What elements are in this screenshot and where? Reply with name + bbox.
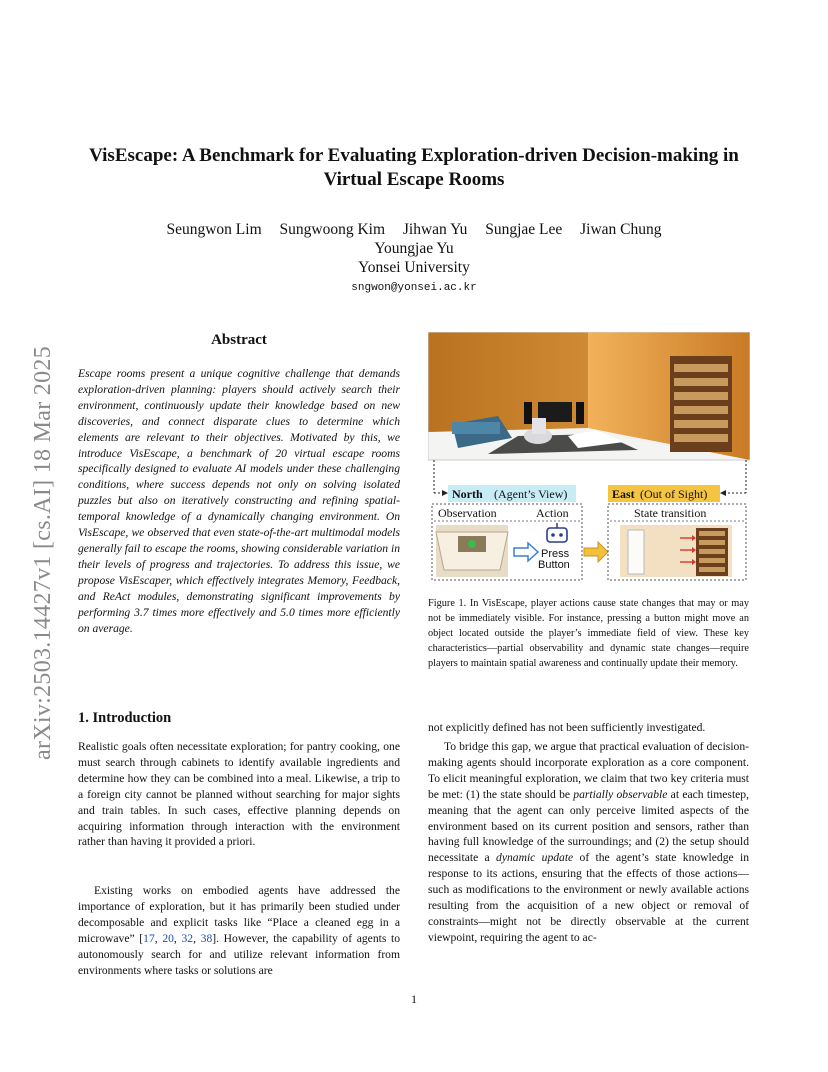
observation-image xyxy=(436,525,508,577)
paragraph-text: To bridge this gap, we argue that practical evaluation of decision-making agents should incorporate exploration as a core component. To elicit meaningful exploration, we claim that two key criteria must be met: (1) the state should be xyxy=(428,740,749,801)
action-text-press: Press xyxy=(541,548,570,560)
right-paragraph-2 xyxy=(428,739,749,946)
email[interactable]: sngwon@yonsei.ac.kr xyxy=(351,282,477,294)
arxiv-stamp xyxy=(30,290,56,760)
paragraph-text: Existing works on embodied agents have addressed the importance of exploration, but it has primarily been studied under decomposable and explicit tasks like “Place a cleaned egg in a microwave” [ xyxy=(78,884,400,945)
figure-illustration xyxy=(428,332,750,584)
robot-icon xyxy=(547,523,567,542)
arrow-icon xyxy=(514,543,538,561)
observation-label: Observation xyxy=(438,506,497,520)
paragraph-text: ]. However, the capability of agents to autonomously search for and utilize relevant information from environments where tasks or solutions are xyxy=(78,931,401,977)
action-text-button: Button xyxy=(538,559,570,571)
east-suffix: (Out of Sight) xyxy=(640,487,708,501)
page-number: 1 xyxy=(411,992,417,1006)
east-label: East xyxy=(612,487,635,501)
citation-link[interactable]: 32 xyxy=(181,931,194,945)
author: Sungwoong Kim xyxy=(279,221,386,238)
right-paragraph-1: not explicitly defined has not been sufficiently investigated. xyxy=(428,721,706,734)
author: Jihwan Yu xyxy=(402,221,468,238)
figure-1 xyxy=(428,332,750,584)
author: Seungwon Lim xyxy=(166,221,262,238)
paragraph-text: at each timestep, meaning that the agent can only perceive limited aspects of the environment based on its current position and sensors, rather than having full knowledge of the surroundings; and (2) the setup should necessitate a xyxy=(428,787,750,865)
emphasis-text: dynamic update xyxy=(496,851,574,865)
figure-caption: Figure 1. In VisEscape, player actions cause state changes that may or may not be immediately visible. For instance, pressing a button might move an object located outside the player’s immediate field of view. These key characteristics—partial observability and dynamic state changes—require players to maintain spatial awareness and continually update their memory. xyxy=(428,598,749,669)
paragraph-text: of the agent’s state knowledge in response to its actions, ensuring that the effects of those actions—such as modifications to the environment or newly available actions resulting from the acquisition of a new object or removal of constraints—might not be directly observable at the current viewpoint, requiring the agent to ac- xyxy=(428,851,750,944)
author: Youngjae Yu xyxy=(374,240,454,257)
state-transition-label: State transition xyxy=(634,506,707,520)
author: Jiwan Chung xyxy=(580,221,662,238)
citation-link[interactable]: 38 xyxy=(200,931,213,945)
abstract-text: Escape rooms present a unique cognitive challenge that demands exploration-driven planning: players should actively search their environment, continuously update their knowledge based on new discoveries, and connect disparate clues to determine which elements are relevant to their objectives. Motivated by this, we introduce VisEscape, a benchmark of 20 virtual escape rooms specifically designed to evaluate AI models under these challenging conditions, where success depends not only on solving isolated puzzles but also on iteratively constructing and refining spatial-temporal knowledge of a dynamically changing environment. On VisEscape, we observed that even state-of-the-art multimodal models generally fail to escape the rooms, showing considerable variation in their levels of progress and trajectories. To address this issue, we propose VisEscaper, which effectively integrates Memory, Feedback, and ReAct modules, demonstrating significant improvements by performing 3.7 times more effectively and 5.0 times more efficiently on average. xyxy=(78,367,400,635)
emphasis-text: partially observable xyxy=(573,787,668,801)
transition-arrow-icon xyxy=(584,542,608,562)
intro-paragraph-2: Existing works on embodied agents have addressed the importance of exploration, but it has primarily been studied under decomposable and explicit tasks like “Place a cleaned egg in a microwave” [17, 20, 32, 38]. However, the capability of agents to autonomously search for and utilize relevant information from environments where tasks or solutions are xyxy=(78,884,401,977)
north-label: North xyxy=(452,487,483,501)
paper-title: VisEscape: A Benchmark for Evaluating Exploration-driven Decision-making in Virtual Escape Rooms xyxy=(89,145,739,190)
citation-link[interactable]: 20 xyxy=(162,931,174,945)
north-suffix: (Agent’s View) xyxy=(494,487,568,501)
author: Sungjae Lee xyxy=(485,221,563,238)
action-label: Action xyxy=(536,506,569,520)
intro-paragraph-1: Realistic goals often necessitate exploration; for pantry cooking, one must search through cabinets to identify available ingredients and determine how they can be combined into a meal. Likewise, a trip to a foreign city cannot be planned without searching for major sights and train tables. In such cases, effective planning depends on acquiring information through interaction with the environment rather than having it provided a priori. xyxy=(78,740,400,849)
abstract-heading: Abstract xyxy=(211,332,267,348)
section-heading: 1. Introduction xyxy=(78,710,172,726)
author-list xyxy=(90,220,738,258)
citation-link[interactable]: 17 xyxy=(143,931,155,945)
arxiv-id: arXiv:2503.14427v1 [cs.AI] 18 Mar 2025 xyxy=(30,346,56,760)
affiliation: Yonsei University xyxy=(358,259,470,276)
room-render-image xyxy=(428,332,750,460)
state-transition-image xyxy=(620,525,732,577)
